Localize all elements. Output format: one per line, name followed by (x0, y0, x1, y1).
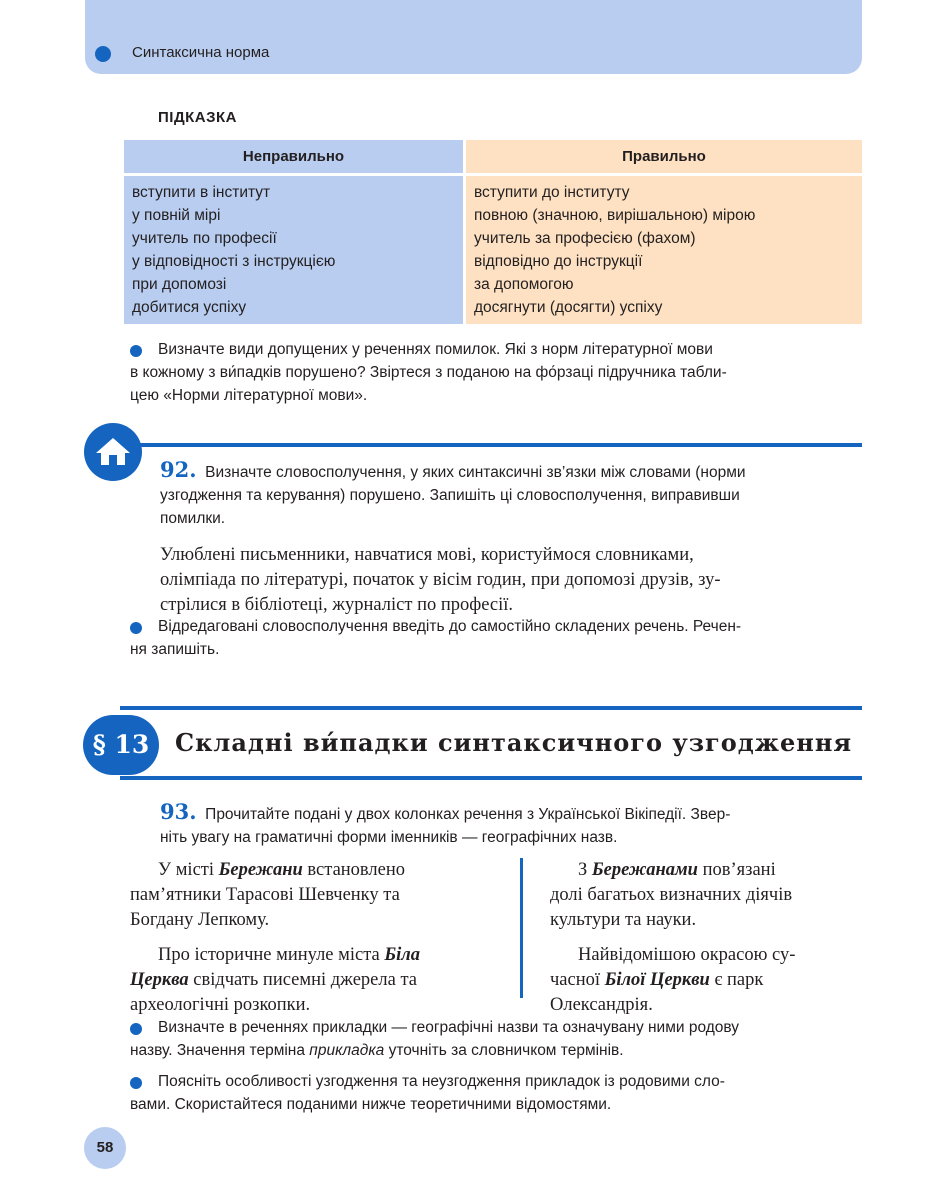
task-92: 92. Визначте словосполучення, у яких синтаксичні зв’язки між словами (норми узгодження та керування) порушено. Запишіть ці словосполучення, виправивши помилки. (160, 457, 746, 527)
wrong-column (124, 140, 463, 324)
left-column-sentences: У місті Бережани встановлено пам’ятники Тарасові Шевченку та Богдану Лепкому. Про історичне минуле міста Біла Церква свідчать писемні джерела та археологічні розкопки. (130, 860, 420, 1015)
task-93: 93. Прочитайте подані у двох колонках речення з Української Вікіпедії. Звер- ніть увагу на граматичні форми іменників — географічних назв. (160, 799, 731, 846)
right-column (466, 140, 862, 324)
right-item: учитель за професією (фахом) (474, 230, 696, 247)
section-bottom-rule (120, 776, 862, 780)
right-item: повною (значною, вирішальною) мірою (474, 207, 756, 224)
header-band (85, 0, 862, 74)
home-icon (84, 423, 142, 481)
wrong-header: Неправильно (124, 140, 463, 176)
column-divider (520, 858, 523, 998)
task-93-bullet-2: Поясніть особливості узгодження та неузгодження прикладок із родовими сло- вами. Скористайтеся поданими нижче теоретичними відомостями. (130, 1073, 725, 1113)
wrong-item: при допомозі (132, 276, 227, 293)
task-number: 92. (160, 457, 197, 482)
task-92-example: Улюблені письменники, навчатися мові, користуймося словниками, олімпіада по літературі, початок у вісім годин, при допомозі друзів, зу- стрілися в бібліотеці, журналіст по професії. (160, 545, 721, 615)
right-item: відповідно до інструкції (474, 253, 643, 270)
running-header: Синтаксична норма (132, 44, 270, 61)
right-header: Правильно (466, 140, 862, 176)
right-item: досягнути (досягти) успіху (474, 299, 663, 316)
task-92-bullet: Відредаговані словосполучення введіть до самостійно складених речень. Речен- ня запишіть. (130, 618, 742, 658)
section-title: Складні ви́падки синтаксичного узгодження (175, 728, 853, 757)
page-number: 58 (84, 1127, 126, 1169)
task-93-bullet-1: Визначте в реченнях прикладки — географічні назви та означувану ними родову назву. Значення терміна прикладка уточніть за словничком термінів. (130, 1019, 740, 1059)
hint-task-text: Визначте види допущених у реченнях помилок. Які з норм літературної мови в кожному з ви́падків порушено? Звіртеся з поданою на фо́рзаці підручника табли- цею «Норми літературної мови». (130, 341, 727, 404)
right-item: вступити до інституту (474, 184, 630, 201)
section-top-rule (120, 706, 862, 710)
wrong-item: у відповідності з інструкцією (132, 253, 336, 270)
section-number: § 13 (83, 715, 159, 775)
right-column-sentences: З Бережанами пов’язані долі багатьох визначних діячів культури та науки. Найвідомішою окрасою су- часної Білої Церкви є парк Олександрія. (550, 860, 796, 1015)
wrong-item: у повній мірі (132, 207, 221, 224)
task-number: 93. (160, 799, 197, 824)
right-item: за допомогою (474, 276, 574, 293)
home-badge (84, 423, 142, 481)
wrong-item: учитель по професії (132, 230, 277, 247)
wrong-item: вступити в інститут (132, 184, 271, 201)
wrong-item: добитися успіху (132, 299, 247, 316)
header-bullet-icon (95, 46, 111, 62)
home-task-rule (120, 443, 862, 447)
hint-title: ПІДКАЗКА (158, 109, 238, 126)
hint-table (124, 140, 862, 324)
